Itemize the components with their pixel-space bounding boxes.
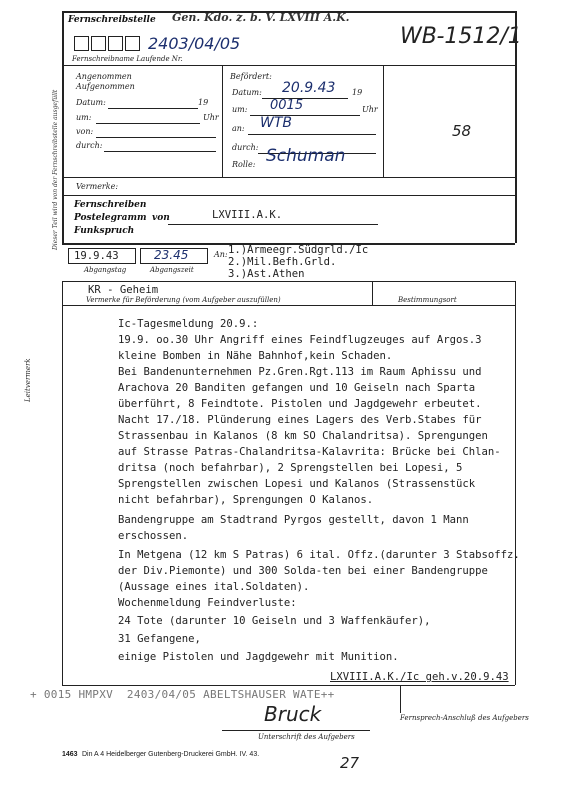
message-line: Nacht 17./18. Plünderung eines Lagers des Verb.Stabes für [118, 414, 482, 426]
received-uhr: Uhr [203, 113, 219, 122]
sent-um-label: um: [232, 105, 248, 114]
sender-signature: Bruck [264, 702, 322, 726]
message-line: Strassenbau in Kalanos (8 km SO Chalandritsa). Sprengungen [118, 430, 488, 442]
dispatch-date-label: Abgangstag [84, 266, 127, 274]
vermerke-label: Vermerke: [76, 182, 119, 191]
type-von-line [168, 224, 378, 225]
body-right-line [515, 305, 516, 685]
message-line: In Metgena (12 km S Patras) 6 ital. Offz.(darunter 3 Stabsoffz. [118, 549, 520, 561]
recipient-1: 1.)Armeegr.Südgrld./Ic [228, 244, 369, 256]
received-durch-line [104, 151, 216, 152]
message-line: auf Strasse Patras-Chalandritsa-Kalavrita: Brücke bei Chlan- [118, 446, 501, 458]
priority-mid [372, 281, 373, 305]
priority-bottom [62, 305, 515, 306]
phone-divider [400, 685, 401, 713]
priority-right [515, 281, 516, 305]
type-von-value: LXVIII.A.K. [212, 209, 283, 221]
type-postelegramm: Postelegramm [74, 213, 147, 223]
received-title-2: Aufgenommen [76, 82, 135, 91]
nr-box-1 [74, 36, 89, 51]
message-line: einige Pistolen und Jagdgewehr mit Munition. [118, 651, 399, 663]
header-divider [62, 65, 515, 66]
received-year: 19 [198, 98, 209, 107]
received-von-line [96, 137, 216, 138]
vermerke-divider [62, 177, 515, 178]
sent-datum-value: 20.9.43 [282, 80, 336, 96]
sent-title: Befördert: [230, 72, 272, 81]
message-line: 24 Tote (darunter 10 Geiseln und 3 Waffenkäufer), [118, 615, 431, 627]
message-line: dritsa (noch befahrbar), 2 Sprengstellen bei Lopesi, 5 [118, 462, 463, 474]
priority-value: KR - Geheim [88, 284, 159, 296]
margin-number: 58 [452, 122, 472, 140]
dispatch-time: 23.45 [154, 248, 189, 262]
sent-durch-label: durch: [232, 143, 259, 152]
sent-uhr: Uhr [362, 105, 378, 114]
dispatch-date: 19.9.43 [74, 250, 119, 262]
sent-an-label: an: [232, 124, 245, 133]
message-line: Ic-Tagesmeldung 20.9.: [118, 318, 259, 330]
side-label: Leitvermerk [24, 358, 32, 402]
received-um-line [96, 123, 200, 124]
message-line: überführt, 8 Feindtote. Pistolen und Jagdgewehr erbeutet. [118, 398, 482, 410]
sent-um-value: 0015 [270, 98, 304, 113]
received-datum-line [108, 108, 198, 109]
message-line: erschossen. [118, 530, 189, 542]
number-label: Fernschreibname Laufende Nr. [72, 55, 183, 63]
transmit-line: + 0015 HMPXV 2403/04/05 ABELTSHAUSER WATE++ [30, 688, 335, 701]
stelle-value: Gen. Kdo. z. b. V. LXVIII A.K. [172, 11, 350, 24]
type-von-label: von [152, 213, 170, 223]
dispatch-time-label: Abgangszeit [150, 266, 194, 274]
transmit-top-line [62, 685, 515, 686]
sent-rolle-label: Rolle: [232, 160, 256, 169]
message-line: 31 Gefangene, [118, 633, 201, 645]
received-von-label: von: [76, 127, 94, 136]
destination-label: Bestimmungsort [398, 296, 457, 304]
message-line: 19.9. oo.30 Uhr Angriff eines Feindflugzeuges auf Argos.3 [118, 334, 482, 346]
message-line: Wochenmeldung Feindverluste: [118, 597, 297, 609]
side-note: Dieser Teil wird von der Fernschreibstelle ausgefüllt [52, 89, 59, 250]
sent-an-value: WTB [260, 115, 292, 131]
file-ref: WB-1512/1 [400, 24, 522, 49]
message-line: Arachova 20 Banditen gefangen und 10 Geiseln nach Sparta [118, 382, 476, 394]
frame-left-line [62, 11, 64, 243]
priority-top [62, 281, 515, 282]
type-fernschreiben: Fernschreiben [74, 200, 147, 210]
priority-left [62, 281, 63, 305]
sender-signature-line [222, 730, 370, 731]
nr-box-2 [91, 36, 106, 51]
dispatch-an-label: An: [214, 250, 228, 259]
sent-right-divider [383, 65, 384, 177]
nr-box-3 [108, 36, 123, 51]
printer-text: Din A 4 Heidelberger Gutenberg-Druckerei GmbH. IV. 43. [82, 751, 260, 758]
message-line: Bandengruppe am Stadtrand Pyrgos gestellt, davon 1 Mann [118, 514, 469, 526]
type-divider [62, 195, 515, 196]
received-datum-label: Datum: [76, 98, 106, 107]
recipient-3: 3.)Ast.Athen [228, 268, 305, 280]
nr-box-4 [125, 36, 140, 51]
page-mark: 27 [340, 754, 360, 772]
sent-signature: Schuman [266, 146, 346, 166]
received-durch-label: durch: [76, 141, 103, 150]
recipient-2: 2.)Mil.Befh.Grld. [228, 256, 337, 268]
type-funkspruch: Funkspruch [74, 226, 135, 236]
message-line: der Div.Piemonte) und 300 Solda-ten bei einer Bandengruppe [118, 565, 488, 577]
laufende-nr: 2403/04/05 [148, 34, 241, 53]
printer-number: 1463 [62, 751, 78, 758]
message-line: Sprengstellen zwischen Lopesi und Kalanos (Strassenstück [118, 478, 476, 490]
stelle-label: Fernschreibstelle [68, 15, 156, 25]
sent-year: 19 [352, 88, 363, 97]
message-line: nicht befahrbar), Sprengungen O Kalanos. [118, 494, 374, 506]
priority-caption: Vermerke für Beförderung (vom Aufgeber auszufüllen) [86, 296, 281, 304]
body-left-line [62, 305, 63, 685]
received-um-label: um: [76, 113, 92, 122]
message-line: (Aussage eines ital.Soldaten). [118, 581, 310, 593]
received-divider [222, 65, 223, 177]
phone-label: Fernsprech-Anschluß des Aufgebers [400, 714, 529, 722]
sender-signature-caption: Unterschrift des Aufgebers [258, 733, 355, 741]
message-line: Bei Bandenunternehmen Pz.Gren.Rgt.113 im Raum Aphissu und [118, 366, 482, 378]
sent-datum-label: Datum: [232, 88, 262, 97]
closing-ref: LXVIII.A.K./Ic geh.v.20.9.43 [330, 671, 509, 683]
received-title-1: Angenommen [76, 72, 132, 81]
message-line: kleine Bomben in Nähe Bahnhof,kein Schaden. [118, 350, 393, 362]
sent-an-line [248, 134, 376, 135]
